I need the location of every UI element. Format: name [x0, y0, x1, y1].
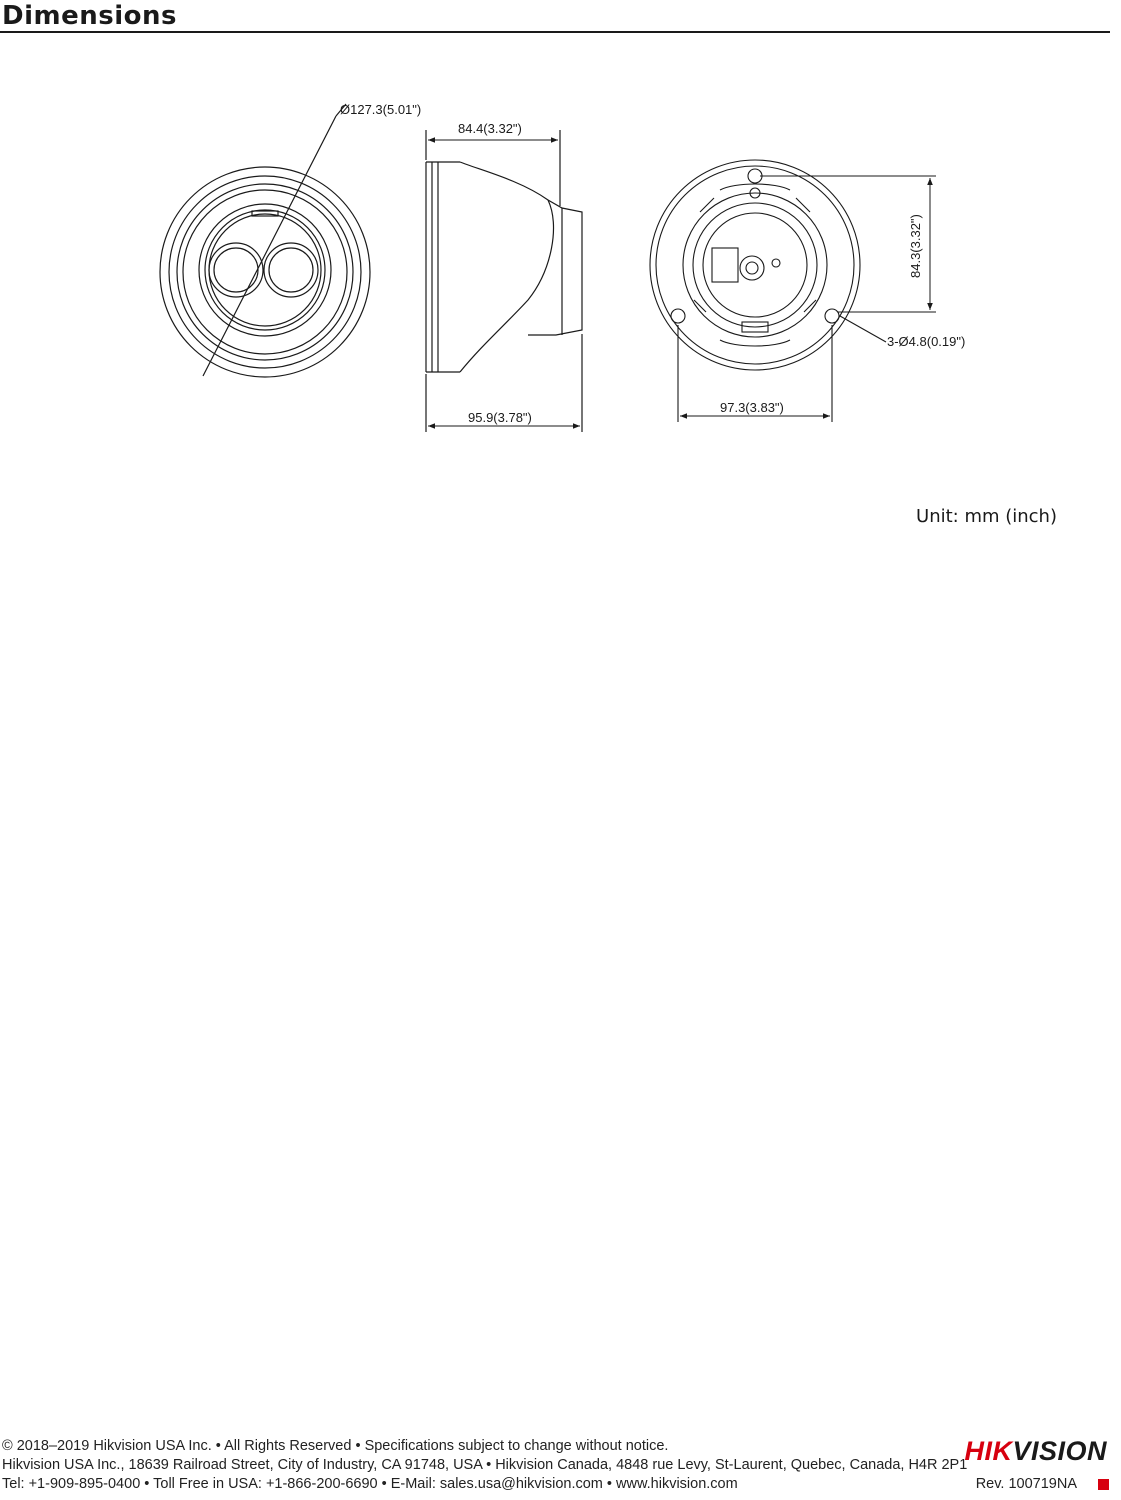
dimension-drawing [0, 0, 1121, 460]
hikvision-logo [964, 1436, 1107, 1467]
address-line: Hikvision USA Inc., 18639 Railroad Street, City of Industry, CA 91748, USA • Hikvision Canada, 4848 rue Levy, St-Laurent, Quebec, Canada, H4R 2P1 [2, 1457, 968, 1473]
side-depth-label: 84.4(3.32") [458, 121, 522, 136]
front-diameter-label: Ø127.3(5.01") [340, 102, 422, 117]
side-view [426, 130, 582, 432]
mount-holes-label: 3-Ø4.8(0.19") [887, 334, 966, 349]
base-width-label: 97.3(3.83") [720, 400, 784, 415]
logo-hik: HIK [964, 1436, 1013, 1466]
base-height-label: 84.3(3.32") [908, 214, 923, 278]
base-view [650, 160, 936, 422]
side-height-label: 95.9(3.78") [468, 410, 532, 425]
front-view [160, 104, 370, 377]
footer-info [2, 1437, 967, 1494]
brand-square-icon [1098, 1479, 1109, 1490]
copyright-line: © 2018–2019 Hikvision USA Inc. • All Rights Reserved • Specifications subject to change without notice. [2, 1438, 669, 1454]
logo-vision: VISION [1012, 1436, 1107, 1466]
unit-note: Unit: mm (inch) [916, 506, 1057, 527]
revision-label: Rev. 100719NA [975, 1476, 1077, 1492]
contact-line: Tel: +1-909-895-0400 • Toll Free in USA: +1-866-200-6690 • E-Mail: sales.usa@hikvision.com • www.hikvision.com [2, 1476, 738, 1492]
page-title: Dimensions [2, 1, 177, 31]
